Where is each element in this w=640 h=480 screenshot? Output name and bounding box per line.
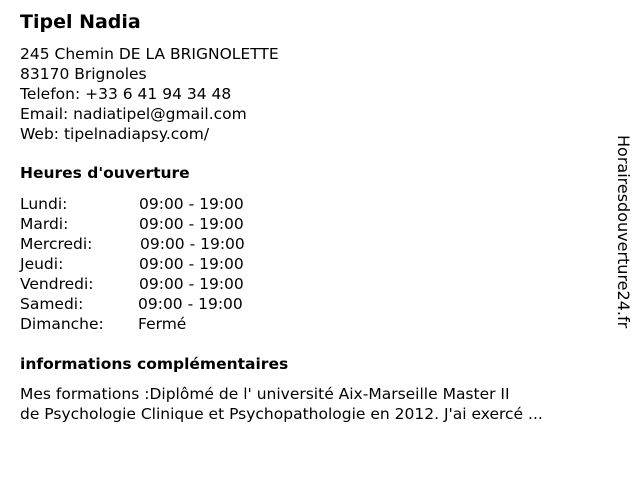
day-label: Vendredi: <box>20 275 94 293</box>
opening-hours-heading: Heures d'ouverture <box>20 164 190 182</box>
day-label: Lundi: <box>20 195 68 213</box>
day-label: Samedi: <box>20 295 84 313</box>
business-name: Tipel Nadia <box>20 11 141 33</box>
address-city: 83170 Brignoles <box>20 65 147 83</box>
time-value: Fermé <box>138 315 187 333</box>
additional-info-text <box>20 384 543 424</box>
email-address[interactable]: Email: nadiatipel@gmail.com <box>20 105 247 123</box>
time-value: 09:00 - 19:00 <box>138 295 243 313</box>
day-label: Mardi: <box>20 215 69 233</box>
additional-info-heading: informations complémentaires <box>20 355 289 373</box>
day-label: Dimanche: <box>20 315 104 333</box>
time-value: 09:00 - 19:00 <box>139 195 244 213</box>
time-value: 09:00 - 19:00 <box>139 255 244 273</box>
time-value: 09:00 - 19:00 <box>139 275 244 293</box>
address-street: 245 Chemin DE LA BRIGNOLETTE <box>20 45 279 63</box>
contact-block <box>20 44 279 144</box>
info-line-2: de Psychologie Clinique et Psychopathologie en 2012. J'ai exercé ... <box>20 405 543 423</box>
phone-number[interactable]: Telefon: +33 6 41 94 34 48 <box>20 85 232 103</box>
website-link[interactable]: Web: tipelnadiapsy.com/ <box>20 125 210 143</box>
day-label: Mercredi: <box>20 235 93 253</box>
site-watermark: Horairesdouverture24.fr <box>614 135 633 329</box>
info-line-1: Mes formations :Diplômé de l' université Aix-Marseille Master II <box>20 385 510 403</box>
time-value: 09:00 - 19:00 <box>140 235 245 253</box>
day-label: Jeudi: <box>20 255 64 273</box>
time-value: 09:00 - 19:00 <box>139 215 244 233</box>
